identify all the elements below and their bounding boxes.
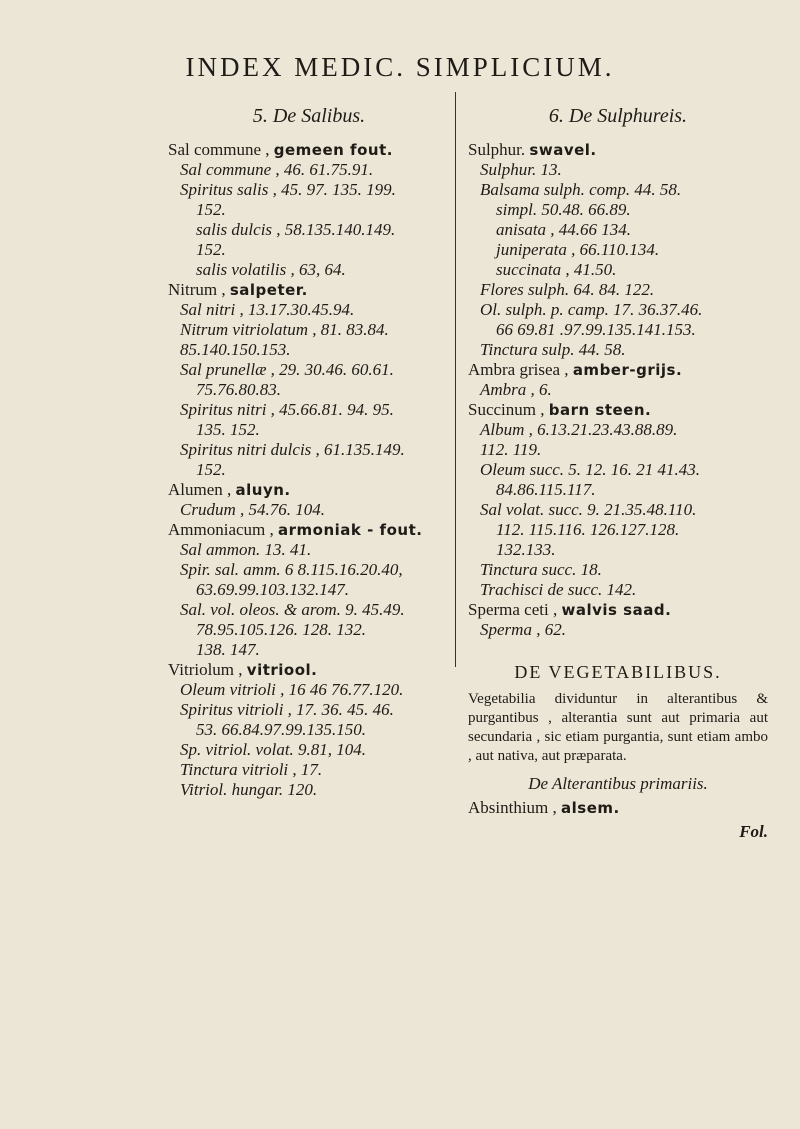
entry-subline: Ambra , 6.	[480, 380, 552, 399]
entry-subline: Sal nitri , 13.17.30.45.94.	[180, 300, 355, 319]
entry-subline: Spiritus salis , 45. 97. 135. 199.	[180, 180, 396, 199]
entry-subline: 66 69.81 .97.99.135.141.153.	[496, 320, 696, 339]
entry-subline: juniperata , 66.110.134.	[496, 240, 660, 259]
entry-subline: Sal volat. succ. 9. 21.35.48.110.	[480, 500, 697, 519]
entry-subline: Tinctura succ. 18.	[480, 560, 602, 579]
right-entries	[468, 140, 768, 640]
left-entries	[168, 140, 450, 800]
entry-name: Ammoniacum ,	[168, 520, 274, 539]
index-entry	[468, 400, 768, 420]
index-entry	[468, 360, 768, 380]
entry-subline: Sal ammon. 13. 41.	[180, 540, 312, 559]
right-column	[468, 104, 768, 842]
entry-subline: 63.69.99.103.132.147.	[196, 580, 349, 599]
entry-subline: 112. 115.116. 126.127.128.	[496, 520, 680, 539]
entry-subline: 53. 66.84.97.99.135.150.	[196, 720, 366, 739]
entry-subline: simpl. 50.48. 66.89.	[496, 200, 631, 219]
entry-name: Alumen ,	[168, 480, 232, 499]
entry-subline: Oleum vitrioli , 16 46 76.77.120.	[180, 680, 404, 699]
entry-subline: 75.76.80.83.	[196, 380, 281, 399]
index-entry	[168, 480, 450, 500]
entry-subline: Tinctura sulp. 44. 58.	[480, 340, 626, 359]
entry-german: salpeter.	[229, 281, 308, 299]
entry-subline: 85.140.150.153.	[180, 340, 291, 359]
left-column	[168, 104, 450, 800]
entry-subline: Trachisci de succ. 142.	[480, 580, 637, 599]
column-divider	[455, 92, 456, 667]
vegetables-heading: DE VEGETABILIBUS.	[514, 662, 722, 682]
entry-subline: 78.95.105.126. 128. 132.	[196, 620, 366, 639]
entry-german: aluyn.	[235, 481, 291, 499]
entry-subline: succinata , 41.50.	[496, 260, 617, 279]
index-entry	[168, 140, 450, 160]
entry-subline: Flores sulph. 64. 84. 122.	[480, 280, 655, 299]
index-entry	[468, 600, 768, 620]
entry-subline: 135. 152.	[196, 420, 260, 439]
entry-subline: Sp. vitriol. volat. 9.81, 104.	[180, 740, 367, 759]
entry-absinthium	[468, 798, 768, 818]
entry-subline: Album , 6.13.21.23.43.88.89.	[480, 420, 678, 439]
entry-subline: 152.	[196, 460, 226, 479]
entry-subline: 152.	[196, 240, 226, 259]
page-header: INDEX MEDIC. SIMPLICIUM.	[185, 52, 615, 82]
entry-subline: Nitrum vitriolatum , 81. 83.84.	[180, 320, 389, 339]
entry-subline: Balsama sulph. comp. 44. 58.	[480, 180, 682, 199]
entry-subline: Spiritus vitrioli , 17. 36. 45. 46.	[180, 700, 394, 719]
entry-name: Sal commune ,	[168, 140, 270, 159]
index-entry	[168, 280, 450, 300]
entry-german: vitriool.	[246, 661, 318, 679]
entry-subline: Spiritus nitri dulcis , 61.135.149.	[180, 440, 405, 459]
entry-subline: Spir. sal. amm. 6 8.115.16.20.40,	[180, 560, 403, 579]
entry-subline: anisata , 44.66 134.	[496, 220, 632, 239]
entry-subline: Crudum , 54.76. 104.	[180, 500, 325, 519]
entry-subline: Sperma , 62.	[480, 620, 566, 639]
entry-name: Succinum ,	[468, 400, 545, 419]
entry-subline: Sal prunellæ , 29. 30.46. 60.61.	[180, 360, 394, 379]
entry-subline: Tinctura vitrioli , 17.	[180, 760, 323, 779]
entry-subline: Spiritus nitri , 45.66.81. 94. 95.	[180, 400, 394, 419]
entry-german: walvis saad.	[561, 601, 672, 619]
entry-subline: salis volatilis , 63, 64.	[196, 260, 346, 279]
entry-name: Sperma ceti ,	[468, 600, 558, 619]
entry-subline: Oleum succ. 5. 12. 16. 21 41.43.	[480, 460, 701, 479]
entry-german: alsem.	[561, 799, 620, 817]
entry-name: Ambra grisea ,	[468, 360, 569, 379]
entry-name: Sulphur.	[468, 140, 526, 159]
alterantibus-heading: De Alterantibus primariis.	[528, 774, 708, 793]
entry-subline: 132.133.	[496, 540, 556, 559]
entry-name: Nitrum ,	[168, 280, 226, 299]
entry-subline: Ol. sulph. p. camp. 17. 36.37.46.	[480, 300, 703, 319]
entry-subline: Sal. vol. oleos. & arom. 9. 45.49.	[180, 600, 405, 619]
vegetables-paragraph: Vegetabilia dividuntur in alterantibus & purgantibus , alterantia sunt aut primaria aut secundaria , sic etiam purgantia, sunt etiam ambo , aut nativa, aut præparata.	[468, 691, 768, 764]
index-entry	[168, 660, 450, 680]
index-entry	[168, 520, 450, 540]
entry-german: armoniak - fout.	[278, 521, 423, 539]
entry-name: Vitriolum ,	[168, 660, 243, 679]
index-entry	[468, 140, 768, 160]
entry-name: Absinthium ,	[468, 798, 557, 817]
catchword: Fol.	[739, 822, 768, 841]
entry-subline: 112. 119.	[480, 440, 542, 459]
entry-subline: Sulphur. 13.	[480, 160, 562, 179]
entry-german: amber-grijs.	[572, 361, 683, 379]
section-title-salts: 5. De Salibus.	[252, 105, 366, 127]
entry-subline: 152.	[196, 200, 226, 219]
entry-subline: Sal commune , 46. 61.75.91.	[180, 160, 374, 179]
entry-subline: 84.86.115.117.	[496, 480, 596, 499]
entry-subline: 138. 147.	[196, 640, 260, 659]
entry-subline: Vitriol. hungar. 120.	[180, 780, 318, 799]
entry-german: barn steen.	[548, 401, 652, 419]
entry-subline: salis dulcis , 58.135.140.149.	[196, 220, 396, 239]
entry-german: swavel.	[529, 141, 597, 159]
entry-german: gemeen fout.	[273, 141, 393, 159]
section-title-sulphurs: 6. De Sulphureis.	[548, 105, 688, 127]
